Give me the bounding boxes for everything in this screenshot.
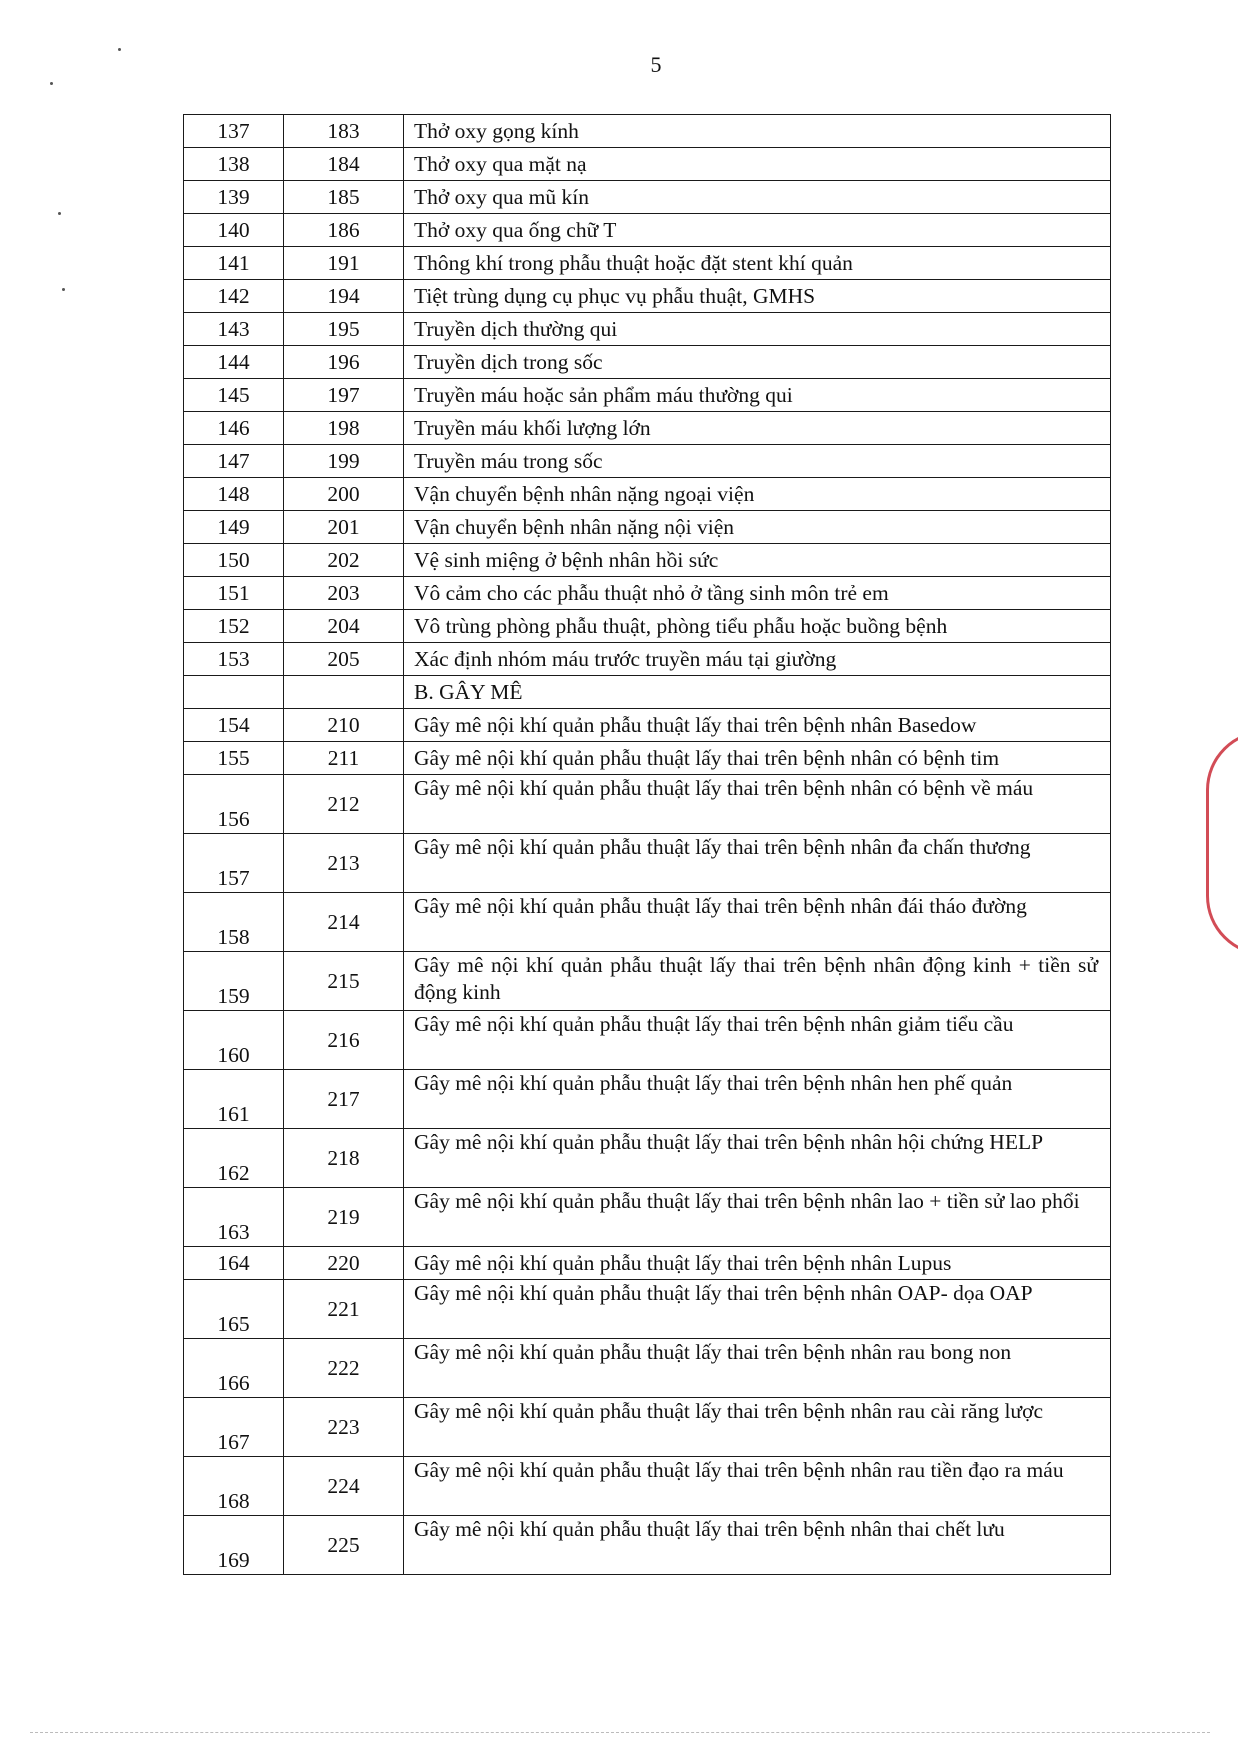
row-number-cell: 150 xyxy=(184,544,284,577)
row-number-cell: 154 xyxy=(184,709,284,742)
table-row xyxy=(184,577,1111,610)
table-row xyxy=(184,1339,1111,1398)
scan-edge-line xyxy=(30,1732,1210,1733)
row-number-cell: 159 xyxy=(184,952,284,1011)
row-number-cell: 160 xyxy=(184,1011,284,1070)
table-row xyxy=(184,709,1111,742)
procedure-code-cell xyxy=(284,676,404,709)
procedure-table-body xyxy=(184,115,1111,1575)
procedure-code-cell: 215 xyxy=(284,952,404,1011)
procedure-name-cell: Gây mê nội khí quản phẫu thuật lấy thai trên bệnh nhân hội chứng HELP xyxy=(404,1129,1111,1188)
procedure-code-cell: 224 xyxy=(284,1457,404,1516)
procedure-code-cell: 219 xyxy=(284,1188,404,1247)
procedure-name-cell: Truyền máu trong sốc xyxy=(404,445,1111,478)
procedure-name-cell: Gây mê nội khí quản phẫu thuật lấy thai trên bệnh nhân rau bong non xyxy=(404,1339,1111,1398)
table-row xyxy=(184,115,1111,148)
procedure-name-cell: Vô trùng phòng phẫu thuật, phòng tiểu phẫu hoặc buồng bệnh xyxy=(404,610,1111,643)
section-header-row xyxy=(184,676,1111,709)
row-number-cell: 145 xyxy=(184,379,284,412)
procedure-code-cell: 223 xyxy=(284,1398,404,1457)
row-number-cell xyxy=(184,676,284,709)
procedure-name-cell: Vận chuyển bệnh nhân nặng ngoại viện xyxy=(404,478,1111,511)
red-stamp xyxy=(1206,730,1238,956)
procedure-name-cell: Thở oxy qua mặt nạ xyxy=(404,148,1111,181)
row-number-cell: 143 xyxy=(184,313,284,346)
row-number-cell: 156 xyxy=(184,775,284,834)
procedure-name-cell: Truyền dịch thường qui xyxy=(404,313,1111,346)
procedure-code-cell: 210 xyxy=(284,709,404,742)
procedure-code-cell: 211 xyxy=(284,742,404,775)
table-row xyxy=(184,247,1111,280)
procedure-name-cell: B. GÂY MÊ xyxy=(404,676,1111,709)
procedure-code-cell: 216 xyxy=(284,1011,404,1070)
procedure-code-cell: 217 xyxy=(284,1070,404,1129)
procedure-code-cell: 198 xyxy=(284,412,404,445)
procedure-name-cell: Thông khí trong phẫu thuật hoặc đặt stent khí quản xyxy=(404,247,1111,280)
row-number-cell: 146 xyxy=(184,412,284,445)
table-row xyxy=(184,1516,1111,1575)
procedure-code-cell: 205 xyxy=(284,643,404,676)
row-number-cell: 167 xyxy=(184,1398,284,1457)
table-row xyxy=(184,893,1111,952)
procedure-code-cell: 201 xyxy=(284,511,404,544)
procedure-name-cell: Truyền dịch trong sốc xyxy=(404,346,1111,379)
table-row xyxy=(184,1011,1111,1070)
row-number-cell: 165 xyxy=(184,1280,284,1339)
procedure-name-cell: Gây mê nội khí quản phẫu thuật lấy thai trên bệnh nhân OAP- dọa OAP xyxy=(404,1280,1111,1339)
procedure-code-cell: 196 xyxy=(284,346,404,379)
table-row xyxy=(184,1129,1111,1188)
procedure-name-cell: Gây mê nội khí quản phẫu thuật lấy thai trên bệnh nhân động kinh + tiền sử động kinh xyxy=(404,952,1111,1011)
table-row xyxy=(184,412,1111,445)
procedure-code-cell: 203 xyxy=(284,577,404,610)
procedure-code-cell: 186 xyxy=(284,214,404,247)
procedure-code-cell: 200 xyxy=(284,478,404,511)
row-number-cell: 152 xyxy=(184,610,284,643)
procedure-name-cell: Gây mê nội khí quản phẫu thuật lấy thai trên bệnh nhân Lupus xyxy=(404,1247,1111,1280)
row-number-cell: 147 xyxy=(184,445,284,478)
row-number-cell: 155 xyxy=(184,742,284,775)
procedure-name-cell: Gây mê nội khí quản phẫu thuật lấy thai trên bệnh nhân rau cài răng lược xyxy=(404,1398,1111,1457)
row-number-cell: 141 xyxy=(184,247,284,280)
page-number: 5 xyxy=(650,52,662,77)
table-row xyxy=(184,775,1111,834)
table-row xyxy=(184,379,1111,412)
table-row xyxy=(184,214,1111,247)
procedure-name-cell: Truyền máu khối lượng lớn xyxy=(404,412,1111,445)
procedure-code-cell: 183 xyxy=(284,115,404,148)
table-row xyxy=(184,346,1111,379)
procedure-name-cell: Vô cảm cho các phẫu thuật nhỏ ở tầng sinh môn trẻ em xyxy=(404,577,1111,610)
table-row xyxy=(184,952,1111,1011)
procedure-code-cell: 220 xyxy=(284,1247,404,1280)
table-row xyxy=(184,1398,1111,1457)
row-number-cell: 168 xyxy=(184,1457,284,1516)
row-number-cell: 149 xyxy=(184,511,284,544)
row-number-cell: 144 xyxy=(184,346,284,379)
procedure-name-cell: Gây mê nội khí quản phẫu thuật lấy thai trên bệnh nhân đái tháo đường xyxy=(404,893,1111,952)
table-row xyxy=(184,610,1111,643)
procedure-name-cell: Gây mê nội khí quản phẫu thuật lấy thai trên bệnh nhân có bệnh về máu xyxy=(404,775,1111,834)
procedure-code-cell: 191 xyxy=(284,247,404,280)
table-row xyxy=(184,1188,1111,1247)
procedure-name-cell: Gây mê nội khí quản phẫu thuật lấy thai trên bệnh nhân giảm tiểu cầu xyxy=(404,1011,1111,1070)
row-number-cell: 158 xyxy=(184,893,284,952)
table-row xyxy=(184,313,1111,346)
row-number-cell: 163 xyxy=(184,1188,284,1247)
procedure-table xyxy=(183,114,1111,1575)
table-row xyxy=(184,478,1111,511)
procedure-name-cell: Tiệt trùng dụng cụ phục vụ phẫu thuật, GMHS xyxy=(404,280,1111,313)
table-row xyxy=(184,1247,1111,1280)
row-number-cell: 164 xyxy=(184,1247,284,1280)
table-row xyxy=(184,1280,1111,1339)
table-row xyxy=(184,643,1111,676)
procedure-name-cell: Vệ sinh miệng ở bệnh nhân hồi sức xyxy=(404,544,1111,577)
procedure-name-cell: Thở oxy qua ống chữ T xyxy=(404,214,1111,247)
scan-speck xyxy=(118,48,121,51)
row-number-cell: 140 xyxy=(184,214,284,247)
procedure-code-cell: 185 xyxy=(284,181,404,214)
scan-speck xyxy=(50,82,53,85)
table-row xyxy=(184,544,1111,577)
table-row xyxy=(184,280,1111,313)
row-number-cell: 138 xyxy=(184,148,284,181)
table-row xyxy=(184,834,1111,893)
row-number-cell: 137 xyxy=(184,115,284,148)
procedure-code-cell: 213 xyxy=(284,834,404,893)
procedure-name-cell: Gây mê nội khí quản phẫu thuật lấy thai trên bệnh nhân rau tiền đạo ra máu xyxy=(404,1457,1111,1516)
procedure-code-cell: 222 xyxy=(284,1339,404,1398)
procedure-name-cell: Gây mê nội khí quản phẫu thuật lấy thai trên bệnh nhân hen phế quản xyxy=(404,1070,1111,1129)
row-number-cell: 139 xyxy=(184,181,284,214)
procedure-name-cell: Vận chuyển bệnh nhân nặng nội viện xyxy=(404,511,1111,544)
procedure-code-cell: 218 xyxy=(284,1129,404,1188)
procedure-code-cell: 221 xyxy=(284,1280,404,1339)
procedure-code-cell: 197 xyxy=(284,379,404,412)
row-number-cell: 166 xyxy=(184,1339,284,1398)
procedure-code-cell: 199 xyxy=(284,445,404,478)
procedure-code-cell: 194 xyxy=(284,280,404,313)
table-row xyxy=(184,511,1111,544)
procedure-name-cell: Gây mê nội khí quản phẫu thuật lấy thai trên bệnh nhân đa chấn thương xyxy=(404,834,1111,893)
row-number-cell: 148 xyxy=(184,478,284,511)
procedure-name-cell: Xác định nhóm máu trước truyền máu tại giường xyxy=(404,643,1111,676)
procedure-name-cell: Thở oxy qua mũ kín xyxy=(404,181,1111,214)
procedure-name-cell: Gây mê nội khí quản phẫu thuật lấy thai trên bệnh nhân lao + tiền sử lao phổi xyxy=(404,1188,1111,1247)
procedure-name-cell: Gây mê nội khí quản phẫu thuật lấy thai trên bệnh nhân thai chết lưu xyxy=(404,1516,1111,1575)
table-row xyxy=(184,181,1111,214)
row-number-cell: 142 xyxy=(184,280,284,313)
table-row xyxy=(184,445,1111,478)
procedure-code-cell: 225 xyxy=(284,1516,404,1575)
procedure-code-cell: 184 xyxy=(284,148,404,181)
table-row xyxy=(184,1457,1111,1516)
procedure-code-cell: 202 xyxy=(284,544,404,577)
table-row xyxy=(184,148,1111,181)
table-row xyxy=(184,1070,1111,1129)
procedure-code-cell: 195 xyxy=(284,313,404,346)
scan-speck xyxy=(58,212,61,215)
procedure-name-cell: Thở oxy gọng kính xyxy=(404,115,1111,148)
procedure-name-cell: Truyền máu hoặc sản phẩm máu thường qui xyxy=(404,379,1111,412)
procedure-code-cell: 214 xyxy=(284,893,404,952)
row-number-cell: 169 xyxy=(184,1516,284,1575)
procedure-name-cell: Gây mê nội khí quản phẫu thuật lấy thai trên bệnh nhân có bệnh tim xyxy=(404,742,1111,775)
scan-speck xyxy=(62,288,65,291)
procedure-code-cell: 204 xyxy=(284,610,404,643)
row-number-cell: 157 xyxy=(184,834,284,893)
procedure-name-cell: Gây mê nội khí quản phẫu thuật lấy thai trên bệnh nhân Basedow xyxy=(404,709,1111,742)
row-number-cell: 161 xyxy=(184,1070,284,1129)
row-number-cell: 151 xyxy=(184,577,284,610)
procedure-code-cell: 212 xyxy=(284,775,404,834)
row-number-cell: 162 xyxy=(184,1129,284,1188)
row-number-cell: 153 xyxy=(184,643,284,676)
table-row xyxy=(184,742,1111,775)
